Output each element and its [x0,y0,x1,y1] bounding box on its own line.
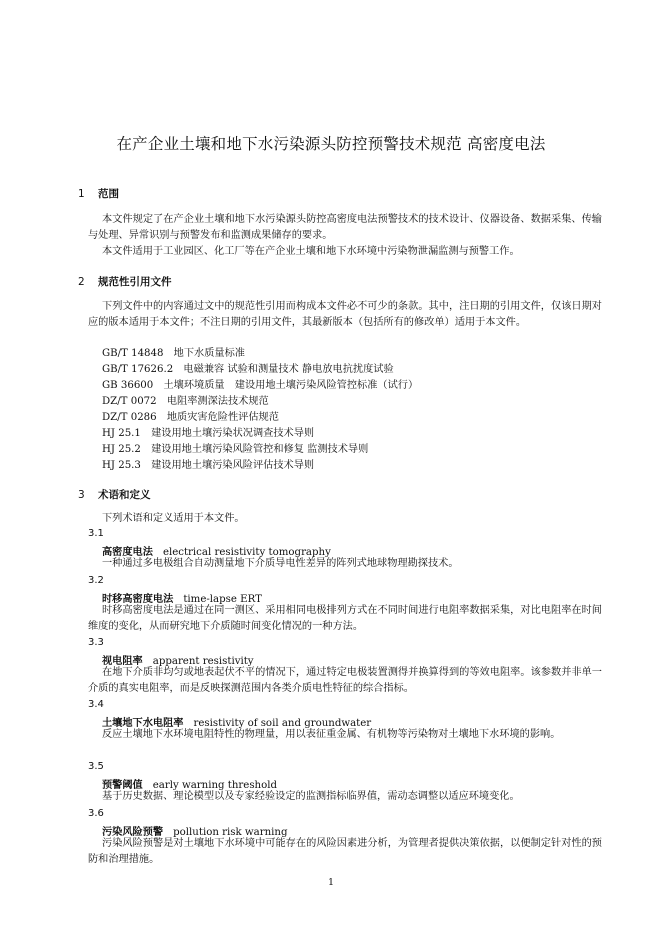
term-definition: 在地下介质非均匀或地表起伏不平的情况下，通过特定电极装置测得并换算得到的等效电阻率。该参数并非单一介质的真实电阻率，而是反映探测范围内各类介质电性特征的综合指标。 [88,667,602,694]
term-name-en: electrical resistivity tomography [162,547,331,558]
term-number: 3.4 [88,699,104,710]
section-title: 范围 [98,188,119,200]
section-3-heading [78,487,151,502]
term-name-en: apparent resistivity [152,656,254,667]
section-number: 2 [78,276,85,288]
reference-item: GB/T 14848 地下水质量标准 [102,348,245,359]
term-name-en: pollution risk warning [173,827,288,838]
section-number: 1 [78,188,85,200]
reference-item: DZ/T 0072 电阻率测深法技术规范 [102,396,269,407]
term-name-en: time-lapse ERT [183,594,262,605]
term-name-en: early warning threshold [152,780,278,791]
term-definition: 污染风险预警是对土壤地下水环境中可能存在的风险因素进分析，为管理者提供决策依据，以便制定针对性的预防和治理措施。 [88,838,602,865]
section-title: 规范性引用文件 [98,276,172,288]
term-number: 3.1 [88,528,104,539]
reference-item: GB 36600 土壤环境质量 建设用地土壤污染风险管控标准（试行） [102,380,419,391]
term-name-cn: 高密度电法 [102,547,153,558]
section-1-heading [78,186,119,201]
term-name-cn: 视电阻率 [102,656,143,667]
term-number: 3.2 [88,575,104,586]
term-name-en: resistivity of soil and groundwater [193,718,372,729]
term-name-cn: 预警阈值 [102,780,143,791]
reference-item: HJ 25.2 建设用地土壤污染风险管控和修复 监测技术导则 [102,444,369,455]
term-definition: 时移高密度电法是通过在同一测区、采用相同电极排列方式在不同时间进行电阻率数据采集，对比电阻率在时间维度的变化，从而研究地下介质随时间变化情况的一种方法。 [88,605,602,632]
scope-paragraph-1: 本文件规定了在产企业土壤和地下水污染源头防控高密度电法预警技术的技术设计、仪器设备、数据采集、传输与处理、异常识别与预警发布和监测成果储存的要求。 [88,214,602,241]
term-name-cn: 土壤地下水电阻率 [102,718,184,729]
document-title: 在产企业土壤和地下水污染源头防控预警技术规范 高密度电法 [116,135,546,153]
term-definition: 反应土壤地下水环境电阻特性的物理量，用以表征重金属、有机物等污染物对土壤地下水环境的影响。 [102,729,561,740]
term-definition: 一种通过多电极组合自动测量地下介质导电性差异的阵列式地球物理勘探技术。 [102,558,459,569]
term-number: 3.5 [88,761,104,772]
term-name-cn: 时移高密度电法 [102,594,174,605]
normative-references-paragraph: 下列文件中的内容通过文中的规范性引用而构成本文件必不可少的条款。其中，注日期的引用文件，仅该日期对应的版本适用于本文件；不注日期的引用文件，其最新版本（包括所有的修改单）适用于本文件。 [88,301,602,328]
section-title: 术语和定义 [98,489,151,501]
scope-paragraph-2: 本文件适用于工业园区、化工厂等在产企业土壤和地下水环境中污染物泄漏监测与预警工作。 [102,246,520,257]
term-number: 3.3 [88,637,104,648]
term-name-cn: 污染风险预警 [102,827,164,838]
page-number: 1 [327,877,335,888]
term-definition: 基于历史数据、理论模型以及专家经验设定的监测指标临界值，需动态调整以适应环境变化。 [102,791,520,802]
section-number: 3 [78,489,85,501]
reference-item: DZ/T 0286 地质灾害危险性评估规范 [102,412,279,423]
section-2-heading [78,274,172,289]
reference-item: GB/T 17626.2 电磁兼容 试验和测量技术 静电放电抗扰度试验 [102,364,394,375]
term-number: 3.6 [88,808,104,819]
terms-intro: 下列术语和定义适用于本文件。 [102,513,245,524]
reference-item: HJ 25.1 建设用地土壤污染状况调查技术导则 [102,428,315,439]
reference-item: HJ 25.3 建设用地土壤污染风险评估技术导则 [102,460,315,471]
